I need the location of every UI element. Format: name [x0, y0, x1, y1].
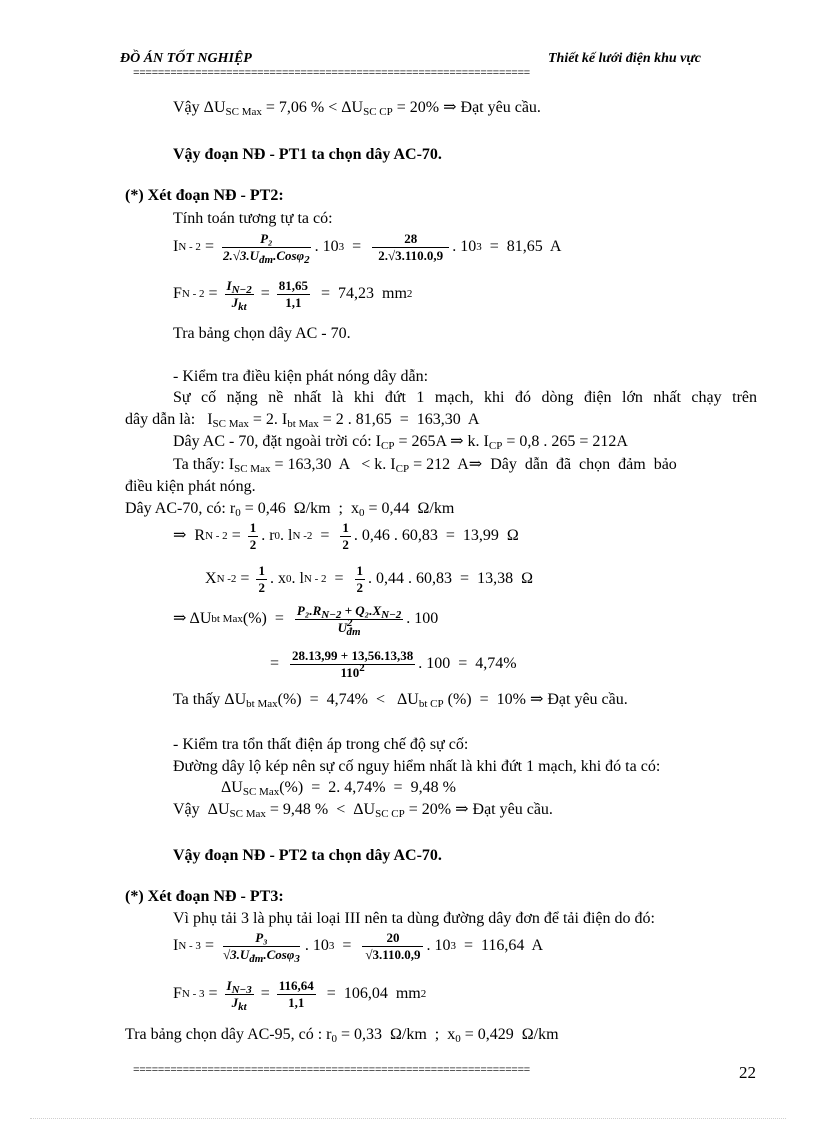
text-single-line: Vì phụ tải 3 là phụ tải loại III nên ta dùng đường dây đơn để tải điện do đó: — [173, 910, 655, 927]
fraction-i-over-j: $\frac{I_{N-3}}{J_{kt}}$ — [226, 978, 252, 1013]
fraction-116-64: $\frac{116,64}{1,1}$ — [278, 978, 314, 1010]
conclusion-pt2: Vậy đoạn NĐ - PT2 ta chọn dây AC-70. — [173, 847, 442, 864]
page-number: 22 — [739, 1063, 756, 1082]
section-heading-pt2: (*) Xét đoạn NĐ - PT2: — [125, 187, 284, 204]
formula-delta-u-bt: ⇒ ΔU bt Max (%) = $\frac{P_2.R_{N-2} + Q_2.X_{N-2}}{U^2_{đm}}$ . 100 — [173, 603, 439, 638]
formula-delta-u-bt-values: = $\frac{28.13,99 + 13,56.13,38}{110^2}$ . 100 = 4,74% — [270, 648, 517, 680]
fraction-half: $\frac{1}{2}$ — [249, 520, 257, 552]
fraction-81-65: $\frac{81,65}{1,1}$ — [278, 278, 308, 310]
fraction-half: $\frac{1}{2}$ — [258, 563, 265, 595]
formula-section-n2: F N - 2 = $\frac{I_{N-2}}{J_{kt}}$ = $\frac{81,65}{1,1}$ = 74,23 mm 2 — [173, 278, 413, 313]
formula-resistance-n2: ⇒ R N - 2 = $\frac{1}{2}$ . r 0 . l N -2 = $\frac{1}{2}$ . 0,46 . 60,83 = 13,99 Ω — [173, 520, 519, 552]
fraction-p2: $\frac{\text{P₂}}{2.√3.U_{đm}.Cos\varphi_2}$ — [222, 231, 310, 266]
fraction-28: $\frac{28}{2.√3.110.0,9}$ — [372, 232, 449, 262]
text-choose-ac70: Tra bảng chọn dây AC - 70. — [173, 325, 351, 342]
fraction-i-over-j: $\frac{I_{N-2}}{J_{kt}}$ — [226, 278, 252, 313]
line-isc-max: dây dẫn là: $I_{SC Max} = 2$. $I_{bt Max} = 2$ . 81,65 = 163,30 A — [125, 411, 480, 430]
line-compare-isc: Ta thấy: $I_{SC Max} = 163,30$ A < k. $I_{CP} = 212$ A⇒ Dây dẫn đã chọn đảm bảo — [173, 456, 677, 475]
header-rule: ================================================================ — [133, 69, 530, 80]
line-delta-u-sc-pt1: Vậy $\Delta U_{SC Max} = 7,06$ % < $\Delta U_{SC CP} = 20\%$ ⇒ Đạt yêu cầu. — [173, 99, 541, 118]
text-heating-condition: điều kiện phát nóng. — [125, 478, 256, 495]
section-heading-pt3: (*) Xét đoạn NĐ - PT3: — [125, 888, 284, 905]
formula-current-n2: I N - 2 = $\frac{\text{P₂}}{2.√3.U_{đm}.Cos\varphi_2}$ . 10 3 = $\frac{28}{2.√3.110.0,9}$ . 10 3 = 81,65 A — [173, 231, 562, 266]
header-title-right: Thiết kế lưới điện khu vực — [548, 51, 702, 66]
line-icp: Dây AC - 70, đặt ngoài trời có: $I_{CP} = 265A$ ⇒ k. $I_{CP} = 0,8$ . 265 = 212A — [173, 433, 628, 452]
header-title-left: ĐỒ ÁN TỐT NGHIỆP — [120, 51, 252, 66]
fraction-half: $\frac{1}{2}$ — [342, 520, 349, 552]
fraction-20: $\frac{20}{√3.110.0,9}$ — [362, 931, 423, 961]
line-r0-x0-ac70: Dây AC-70, có: $r_0 = 0,46$ Ω/km ; $x_0 = 0,44$ Ω/km — [125, 500, 455, 519]
conclusion-pt1: Vậy đoạn NĐ - PT1 ta chọn dây AC-70. — [173, 146, 442, 163]
line-r0-x0-ac95: Tra bảng chọn dây AC-95, có : $r_0 = 0,33$ Ω/km ; $x_0 = 0,429$ Ω/km — [125, 1026, 559, 1045]
heading-check-heating: - Kiểm tra điều kiện phát nóng dây dẫn: — [173, 368, 429, 385]
fraction-pr-qx: $\frac{P_2.R_{N-2} + Q_2.X_{N-2}}{U^2_{đm}}$ — [296, 603, 402, 638]
text-similar-calc: Tính toán tương tự ta có: — [173, 210, 333, 227]
fraction-p3: $\frac{\text{P₃}}{√3.U_{đm}.Cos\varphi_3}$ — [222, 930, 300, 965]
line-compare-bt: Ta thấy $\Delta U_{bt Max}(\%) = 4,74\% < \Delta U_{bt CP}$ (%) = 10% ⇒ Đạt yêu cầu. — [173, 691, 628, 710]
line-delta-u-sc-max: $\Delta U_{SC Max}(\%) = 2$. 4,74% = 9,48 % — [221, 779, 456, 798]
fraction-numeric: $\frac{28.13,99 + 13,56.13,38}{110^2}$ — [292, 648, 414, 680]
line-delta-u-sc-pt2: Vậy $\Delta U_{SC Max} = 9,48$ % < $\Delta U_{SC CP} = 20\%$ ⇒ Đạt yêu cầu. — [173, 801, 553, 820]
fraction-half: $\frac{1}{2}$ — [356, 563, 364, 595]
formula-section-n3: F N - 3 = $\frac{I_{N-3}}{J_{kt}}$ = $\frac{116,64}{1,1}$ = 106,04 mm 2 — [173, 978, 427, 1013]
text-worst-fault: Sự cố nặng nề nhất là khi đứt 1 mạch, khi đó dòng điện lớn nhất chạy trên — [173, 389, 757, 406]
footer-rule: ================================================================ — [133, 1066, 530, 1077]
formula-current-n3: I N - 3 = $\frac{\text{P₃}}{√3.U_{đm}.Cos\varphi_3}$ . 10 3 = $\frac{20}{√3.110.0,9}$ . 10 3 = 116,64 A — [173, 930, 544, 965]
heading-check-fault: - Kiểm tra tổn thất điện áp trong chế độ sự cố: — [173, 736, 469, 753]
page-edge-divider — [30, 1118, 786, 1119]
text-double-line: Đường dây lộ kép nên sự cố nguy hiểm nhất là khi đứt 1 mạch, khi đó ta có: — [173, 758, 661, 775]
formula-reactance-n2: X N -2 = $\frac{1}{2}$ . x 0 . l N - 2 = $\frac{1}{2}$ . 0,44 . 60,83 = 13,38 Ω — [205, 563, 533, 595]
